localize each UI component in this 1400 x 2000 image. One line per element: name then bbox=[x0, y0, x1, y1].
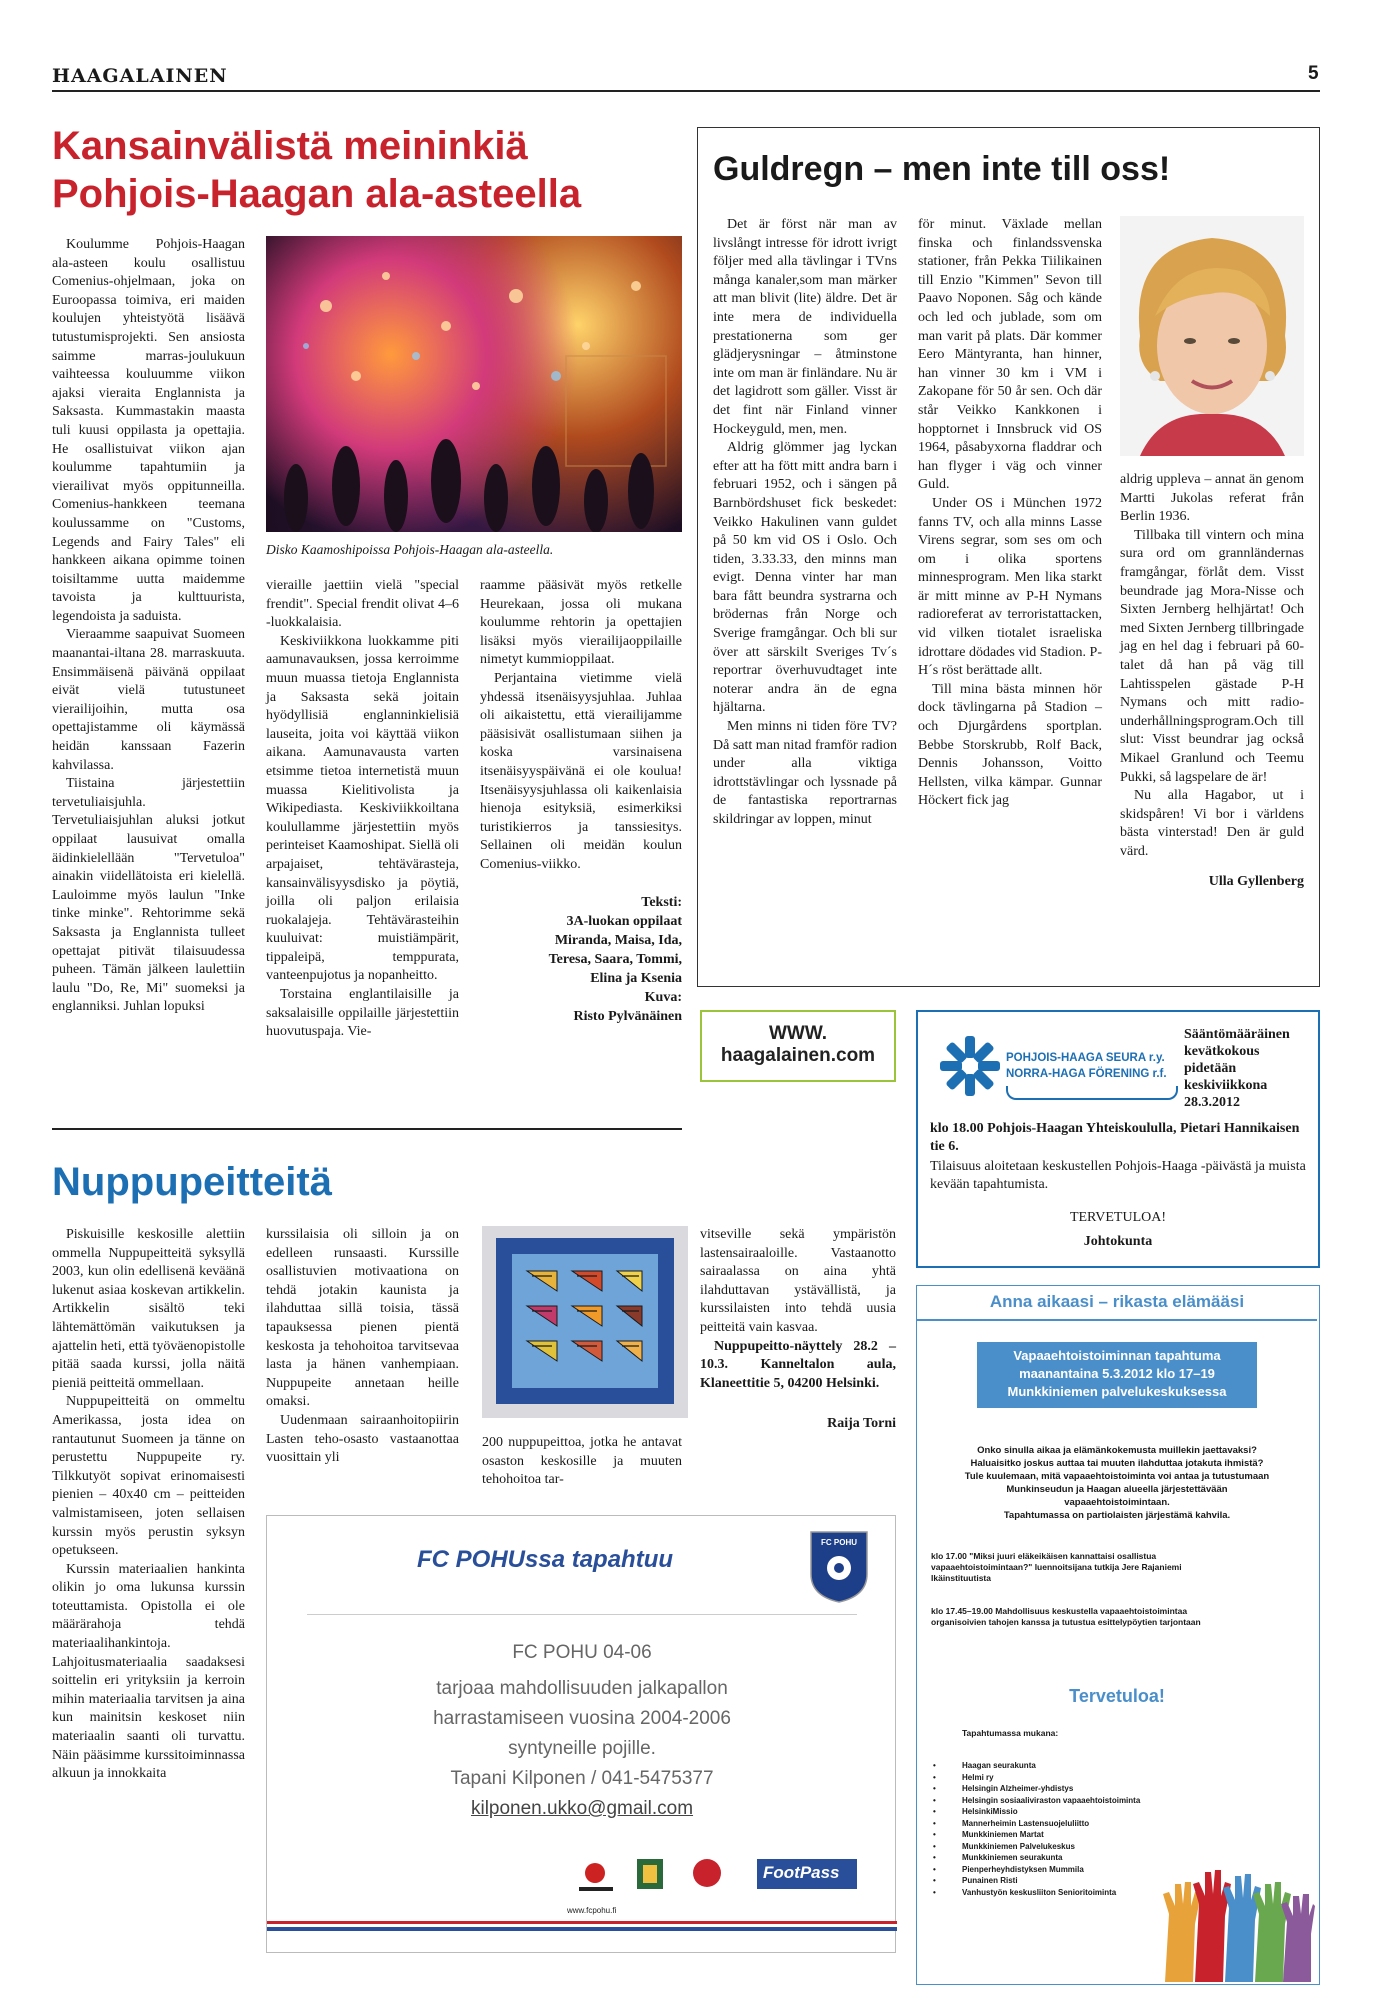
article1-paragraph: Vieraamme saapuivat Suomeen maanantai-iltana 28. marraskuuta. Ensimmäisenä päivänä oppilaat eivät vielä tutustuneet vierailijoihin, mutta osa opettajistamme oli käymässä heidän kanssaan Fazerin kahvilassa. bbox=[52, 627, 245, 773]
article2-paragraph: Till mina bästa minnen hör dock tävlingarna på Stadion – och Djurgårdens sportplan. Bebbe Storskrubb, Rolf Back, Dennis Johansson, Voitto Hellsten, vilka kämpar. Gunnar Höckert fick jag bbox=[918, 681, 1102, 809]
fcpohu-text-line: harrastamiseen vuosina 2004-2006 bbox=[433, 1708, 731, 1729]
participant-item: • Munkkiniemen seurakunta bbox=[962, 1852, 1192, 1864]
event-intro-line: Onko sinulla aikaa ja elämänkokemusta muillekin jaettavaksi? bbox=[977, 1445, 1257, 1456]
article3-paragraph: Uudenmaan sairaanhoitopiirin Lasten teho-osasto vastaanottaa vuosittain yli bbox=[266, 1412, 459, 1466]
article1-paragraph: Keskiviikkona luokkamme piti aamunavauksen, jossa kerroimme muun muassa tietoja Englannista ja Saksasta sekä joitain hyödyllisiä englanninkielisiä lauseita, joita voi käyttää viikon aikana. Aamunavausta varten etsimme tietoa internetistä muun muassa Kielitivolista ja Wikipediasta. Keskiviikkoiltana koulullamme järjestettiin myös perinteiset Kaamoshipat. Siellä oli arpajaiset, tehtävärasteja, kansainvälisyysdisko ja pöytiä, joilla oli paljon erilaisia ruokalajeja. Tehtävärasteihin kuuluivat: muistiämpärit, tippaleipä, temppurata, vanteenpujotus ja nopanheitto. bbox=[266, 633, 459, 984]
website-ad-line1: WWW. bbox=[768, 1023, 828, 1044]
article2-paragraph: Men minns ni tiden före TV? Då satt man nitad framför radion under alla viktiga idrottstävlingar och lyssnade på de fantastiska reportrarnas skildringar av loppen, minut bbox=[713, 719, 897, 827]
credit-line: Teresa, Saara, Tommi, bbox=[548, 951, 682, 967]
program-time: klo 17.45–19.00 bbox=[931, 1606, 993, 1616]
program-time: klo 17.00 bbox=[931, 1551, 967, 1561]
article2-paragraph: aldrig uppleva – annat än genom Martti Jukolas referat från Berlin 1936. bbox=[1120, 472, 1304, 525]
article3-paragraph: Nuppupeitteitä on ommeltu Amerikassa, josta idea on rantautunut Suomeen ja tänne on perustettu Nuppupeite ry. Tilkkutyöt sopivat erinomaisesti pienien – 40x40 cm – peitteiden valmistamiseen, joten sellaisen kurssin myös perustin syksyn opetukseen. bbox=[52, 1394, 245, 1559]
event-intro-line: vapaaehtoistoimintaan. bbox=[1064, 1497, 1170, 1508]
quilt-graphic bbox=[482, 1226, 688, 1418]
participant-item: • Helsingin sosiaaliviraston vapaaehtoistoiminta bbox=[962, 1795, 1192, 1807]
participant-item: • Helmi ry bbox=[962, 1772, 1192, 1784]
fcpohu-crest bbox=[807, 1528, 871, 1604]
fcpohu-text-line: syntyneille pojille. bbox=[508, 1738, 656, 1759]
article2-paragraph: Aldrig glömmer jag lyckan efter att ha fött mitt andra barn i februari 1952, och i sängen på Barnbördshuset fick beskedet: Veikko Hakulinen vann guldet på 50 km vid OS i Oslo. Och tiden, 3.33.33, den minns man evigt. Denna vinter har man bara fått beundra systrarna och brödernas från Norge och Sverige framgångar. Och bli sur över att särskilt Sveriges Tv´s reportrar överhuvudtaget inte noterar andra än de egna hjältarna. bbox=[713, 440, 897, 716]
event-intro-line: Tapahtumassa on partiolaisten järjestämä kahvila. bbox=[1003, 1510, 1231, 1521]
seura-notice bbox=[916, 1010, 1320, 1268]
article2-author: Ulla Gyllenberg bbox=[1208, 874, 1304, 890]
event-info-box bbox=[977, 1342, 1257, 1408]
article2-paragraph: Under OS i München 1972 fanns TV, och alla minns Lasse Virens segrar, som ses om och om i olika sportens minnesprogram. Men lika starkt är mitt minne av P-H Nymans radioreferat av terroristattacken, vid vilken tiotalet israeliska idrottare dödades vid Stadion. P-H´s röst berättade allt. bbox=[918, 495, 1102, 679]
event-info-line: Vapaaehtoistoiminnan tapahtuma bbox=[1013, 1348, 1221, 1363]
credit-line: Risto Pylvänäinen bbox=[573, 1008, 682, 1024]
credit-line: Kuva: bbox=[644, 989, 682, 1005]
seura-welcome: TERVETULOA! bbox=[1069, 1210, 1167, 1225]
article3-title: Nuppupeitteitä bbox=[52, 1160, 332, 1204]
page-number: 5 bbox=[1308, 63, 1319, 84]
article3-column-3 bbox=[700, 1226, 896, 1434]
website-ad[interactable] bbox=[700, 1010, 896, 1082]
event-title: Anna aikaasi – rikasta elämääsi bbox=[989, 1292, 1245, 1311]
article2-paragraph: Nu alla Hagabor, ut i skidspåren! Vi bor i världens bästa vinterstad! Den är guld värd. bbox=[1120, 788, 1304, 859]
article3-paragraph: Kurssin materiaalien hankinta olikin jo oma lukunsa kurssin toteuttamista. Opistolla ei ole määrärahoja tehdä materiaalihankintoja. Lahjoitusmateriaalia saadaksesi soittelin eri yrityksiin ja kerroin mihin materiaalia tarvitsen ja aina kun mainitsin keskoset niin materiaalin saanti oli turvattu. Näin pääsimme kurssitoiminnassa alkuun ja innokkaita bbox=[52, 1561, 245, 1782]
participant-item: • Mannerheimin Lastensuojeluliitto bbox=[962, 1818, 1192, 1830]
participant-item: • Punainen Risti bbox=[962, 1875, 1192, 1887]
event-program-2 bbox=[931, 1606, 1231, 1628]
participant-item: • Pienperheyhdistyksen Mummila bbox=[962, 1864, 1192, 1876]
raised-hands-icon bbox=[1155, 1844, 1315, 1982]
credit-line: Elina ja Ksenia bbox=[590, 970, 682, 986]
event-intro bbox=[917, 1444, 1317, 1522]
seura-signature: Johtokunta bbox=[1083, 1234, 1153, 1249]
event-welcome: Tervetuloa! bbox=[1069, 1686, 1165, 1706]
article3-paragraph: kurssilaisia oli silloin ja on edelleen runsaasti. Kurssille osallistuvien motivaationa on tehdä jotakin kaunista ja ilahduttaa sillä toisia, tässä tapauksessa pienen pientä keskosta ja tehohoitoa tarvitsevaa lasta ja hänen vanhempiaan. Nuppupeite annetaan heille omaksi. bbox=[266, 1227, 459, 1410]
article2-paragraph: Tillbaka till vintern och mina sura ord om grannländernas framgångar, förlåt dem. Visst beundrade jag Mora-Nisse och Sixten Jernberg helhjärtat! Och med Sixten Jernberg tillbringade jag en hel dag i februari på 60-talet då han på väg till Lahtisspelen gästade P-H Nymans och mitt radio-underhållningsprogram.Och till slut: Visst beundrar jag också Mikael Granlund och Teemu Pukki, så lagspelare de är! bbox=[1120, 527, 1304, 785]
seura-name-fi: POHJOIS-HAAGA SEURA r.y. bbox=[1006, 1052, 1165, 1064]
participant-item: • Vanhustyön keskusliiton Senioritoiminta bbox=[962, 1887, 1192, 1899]
fcpohu-ad bbox=[266, 1515, 896, 1953]
fcpohu-contact: Tapani Kilponen / 041-5475377 bbox=[450, 1768, 714, 1789]
credit-line: Teksti: bbox=[641, 894, 682, 910]
participant-item: • Helsingin Alzheimer-yhdistys bbox=[962, 1783, 1192, 1795]
article2-title: Guldregn – men inte till oss! bbox=[713, 150, 1171, 188]
event-intro-line: Munkinseudun ja Haagan alueella järjestettävään bbox=[1006, 1484, 1228, 1495]
article1-paragraph: Torstaina englantilaisille ja saksalaisille oppilaille järjestettiin huovutuspaja. Vie- bbox=[266, 987, 459, 1040]
disco-photo-graphic bbox=[266, 236, 682, 532]
article2-column-3 bbox=[1120, 471, 1304, 892]
fcpohu-sponsor-logos bbox=[567, 1851, 867, 1901]
author-portrait bbox=[1120, 216, 1304, 456]
fcpohu-stripe bbox=[267, 1921, 897, 1931]
fcpohu-title: FC POHU 04-06 bbox=[512, 1642, 652, 1663]
fcpohu-website-link[interactable]: www.fcpohu.fi bbox=[567, 1906, 617, 1915]
article1-column-2 bbox=[266, 577, 459, 1042]
event-intro-line: Haluaisitko joskus auttaa tai muuten ilahduttaa jotakuta ihmistä? bbox=[970, 1458, 1264, 1469]
seura-heading: Sääntömääräinen kevätkokous pidetään keskiviikkona 28.3.2012 bbox=[1184, 1027, 1290, 1110]
quilt-photo bbox=[482, 1226, 688, 1418]
article1-paragraph: vieraille jaettiin vielä "special frendit". Special frendit olivat 4–6 -luokkalaisia. bbox=[266, 578, 459, 631]
article1-credits bbox=[480, 893, 682, 1026]
raised-hands-graphic bbox=[1155, 1844, 1315, 1982]
article3-paragraph: vitseville sekä ympäristön lastensairaaloille. Vastaanotto sairaalassa on aina yhtä ilahduttavan ystävällistä, ja kurssilaisten into tehdä uusia peitteitä vain kasvaa. bbox=[700, 1227, 896, 1335]
sponsor-footpass: FootPass bbox=[763, 1863, 840, 1882]
seura-logo-underline bbox=[1006, 1086, 1178, 1100]
seura-body: Tilaisuus aloitetaan keskustellen Pohjois-Haaga -päivästä ja muista kevään tapahtumista. bbox=[930, 1159, 1306, 1192]
article3-paragraph: Piskuisille keskosille alettiin ommella Nuppupeitteitä syksyllä 2003, kun olin edellisenä keväänä lukenut asiaa koskevan artikkelin. Artikkelin sisältö teki lähtemättömän vaikutuksen ja ajattelin heti, että työväenopistolle pitää saada kurssi, jolla näitä pieniä peitteitä ommellaan. bbox=[52, 1227, 245, 1391]
article3-author: Raija Torni bbox=[827, 1416, 896, 1432]
event-title-rule bbox=[917, 1319, 1317, 1321]
article1-column-1 bbox=[52, 236, 245, 1017]
program-text: "Miksi juuri eläkeikäisen kannattaisi osallistua vapaaehtoistoimintaan?" luennoitsijana tutkija Jere Rajaniemi Ikäinstituutista bbox=[931, 1551, 1182, 1583]
article2-paragraph: Det är först när man av livslångt intresse för idrott ivrigt följer med alla tävlingar i TVns många kanaler,som man märker att man blivit (lite) äldre. Det är inte mera de individuella prestationerna som ger glädjerysningar – åtminstone inte om man är finländare. Nu är det lagidrott som gäller. Visst är det fint när Finland vinner Hockeyguld, men, men. bbox=[713, 217, 897, 437]
fcpohu-text bbox=[267, 1674, 897, 1764]
article3-exhibit: Nuppupeitto-näyttely 28.2 – 10.3. Kanneltalon aula, Klaneettitie 5, 04200 Helsinki. bbox=[700, 1338, 896, 1391]
website-ad-line2: haagalainen.com bbox=[720, 1045, 876, 1066]
fcpohu-crest-text: FC POHU bbox=[821, 1538, 857, 1547]
article3-column-2 bbox=[266, 1226, 459, 1468]
fcpohu-banner-rule bbox=[307, 1614, 857, 1615]
article1-column-3 bbox=[480, 577, 682, 1026]
participant-item: • Munkkiniemen Palvelukeskus bbox=[962, 1841, 1192, 1853]
disco-photo bbox=[266, 236, 682, 532]
event-program-1 bbox=[931, 1551, 1201, 1584]
participants-heading: Tapahtumassa mukana: bbox=[962, 1728, 1059, 1738]
article1-paragraph: Koulumme Pohjois-Haagan ala-asteen koulu osallistuu Comenius-ohjelmaan, joka on Euroopassa toimiva, eri maiden koulujen yhteistyötä lisäävä tutustumisprojekti. Sen ansiosta saimme marras-joulukuun vaihteessa kouluumme viikon ajaksi vieraita Englannista ja Saksasta. Kummastakin maasta tuli kuusi oppilasta ja opettajia. He osallistuivat viikon ajan koulumme tapahtumiin ja vierailivat myös oppitunneilla. Comenius-hankkeen teemana koulussamme on "Customs, Legends and Fairy Tales" eli hankkeen aikana opimme toinen toisiltamme uutta maidemme tavoista ja kulttuurista, legendoista ja saduista. bbox=[52, 237, 245, 624]
event-ad bbox=[916, 1285, 1320, 1985]
article1-title-line2: Pohjois-Haagan ala-asteella bbox=[52, 172, 582, 216]
participant-item: • Munkkiniemen Martat bbox=[962, 1829, 1192, 1841]
participant-item: • Haagan seurakunta bbox=[962, 1760, 1192, 1772]
fcpohu-email-link[interactable]: kilponen.ukko@gmail.com bbox=[470, 1798, 694, 1819]
article1-paragraph: Tiistaina järjestettiin tervetuliaisjuhla. Tervetuliaisjuhlan aluksi jotkut oppilaat lausuivat omalla äidinkielellään "Tervetuloa" ainakin viidellätoista eri kielellä. Lauloimme myös laulun "Inke tinke minke". Rehtorimme sekä Saksasta ja Englannista tulleet opettajat pitivät tilaisuudessa puheen. Tämän jälkeen laulettiin laulu "Do, Re, Mi" suomeksi ja englanniksi. Juhlan lopuksi bbox=[52, 776, 245, 1015]
program-text: Mahdollisuus keskustella vapaaehtoistoimintaa organisoivien tahojen kanssa ja tutustua esittelypöytien tarjontaan bbox=[931, 1606, 1201, 1627]
seura-location: klo 18.00 Pohjois-Haagan Yhteiskoululla, Pietari Hannikaisen tie 6. bbox=[930, 1121, 1300, 1154]
credit-line: 3A-luokan oppilaat bbox=[566, 913, 682, 929]
credit-line: Miranda, Maisa, Ida, bbox=[554, 932, 682, 948]
event-intro-line: Tule kuulemaan, mitä vapaaehtoistoiminta voi antaa ja tutustumaan bbox=[964, 1471, 1270, 1482]
article2-column-1 bbox=[713, 216, 897, 830]
article1-title bbox=[52, 122, 581, 218]
masthead: HAAGALAINEN bbox=[52, 65, 228, 87]
article3-column-1 bbox=[52, 1226, 245, 1784]
portrait-graphic bbox=[1120, 216, 1304, 456]
event-info-line: maanantaina 5.3.2012 klo 17–19 bbox=[1019, 1366, 1215, 1381]
article2-paragraph: för minut. Växlade mellan finska och finlandssvenska stationer, från Pekka Tiilikainen till Enzio "Kimmen" Sevon till Paavo Noponen. Såg och kände och led och jublade, som om man varit på plats. Där kommer Eero Mäntyranta, han hinner, han vinner 30 km i VM i Zakopane för 50 år sen. Och där står Veikko Kankkonen i hopptornet i Innsbruck vid OS 1964, påsabyxorna fladdrar och han flyger i väg och vinner Guld. bbox=[918, 217, 1102, 493]
article3-paragraph: 200 nuppupeittoa, jotka he antavat osaston keskosille ja muuten tehohoitoa tar- bbox=[482, 1435, 682, 1488]
participant-item: • HelsinkiMissio bbox=[962, 1806, 1192, 1818]
article2-column-2 bbox=[918, 216, 1102, 811]
article1-paragraph: Perjantaina vietimme vielä yhdessä itsenäisyysjuhlaa. Juhlaa oli aikaistettu, että vierailijamme pääsisivät osallistumaan siihen ja koska varsinaisena itsenäisyyspäivänä ei ole koulua! Itsenäisyysjuhlassa oli kaikenlaisia hienoja esityksiä, esimerkiksi turistikierros ja tanssiesitys. Sellainen oli meidän koulun Comenius-viikko. bbox=[480, 670, 682, 872]
fcpohu-banner: FC POHUssa tapahtuu bbox=[417, 1546, 674, 1573]
seura-name-sv: NORRA-HAGA FÖRENING r.f. bbox=[1006, 1068, 1167, 1080]
header-rule bbox=[52, 90, 1320, 92]
section-divider bbox=[52, 1128, 682, 1130]
seura-logo-star-icon bbox=[938, 1034, 1002, 1098]
event-info-line: Munkkiniemen palvelukeskuksessa bbox=[1007, 1384, 1227, 1399]
article1-title-line1: Kansainvälistä meininkiä bbox=[52, 124, 528, 168]
photo-caption: Disko Kaamoshipoissa Pohjois-Haagan ala-asteella. bbox=[266, 542, 554, 557]
fcpohu-text-line: tarjoaa mahdollisuuden jalkapallon bbox=[436, 1678, 728, 1699]
seura-logo bbox=[938, 1030, 1182, 1106]
article3-column-2b bbox=[482, 1434, 682, 1490]
article1-paragraph: raamme pääsivät myös retkelle Heurekaan, jossa oli mukana koulumme rehtorin ja opettajien lisäksi myös vierailijaoppilaille nimetyt kummioppilaat. bbox=[480, 578, 682, 668]
